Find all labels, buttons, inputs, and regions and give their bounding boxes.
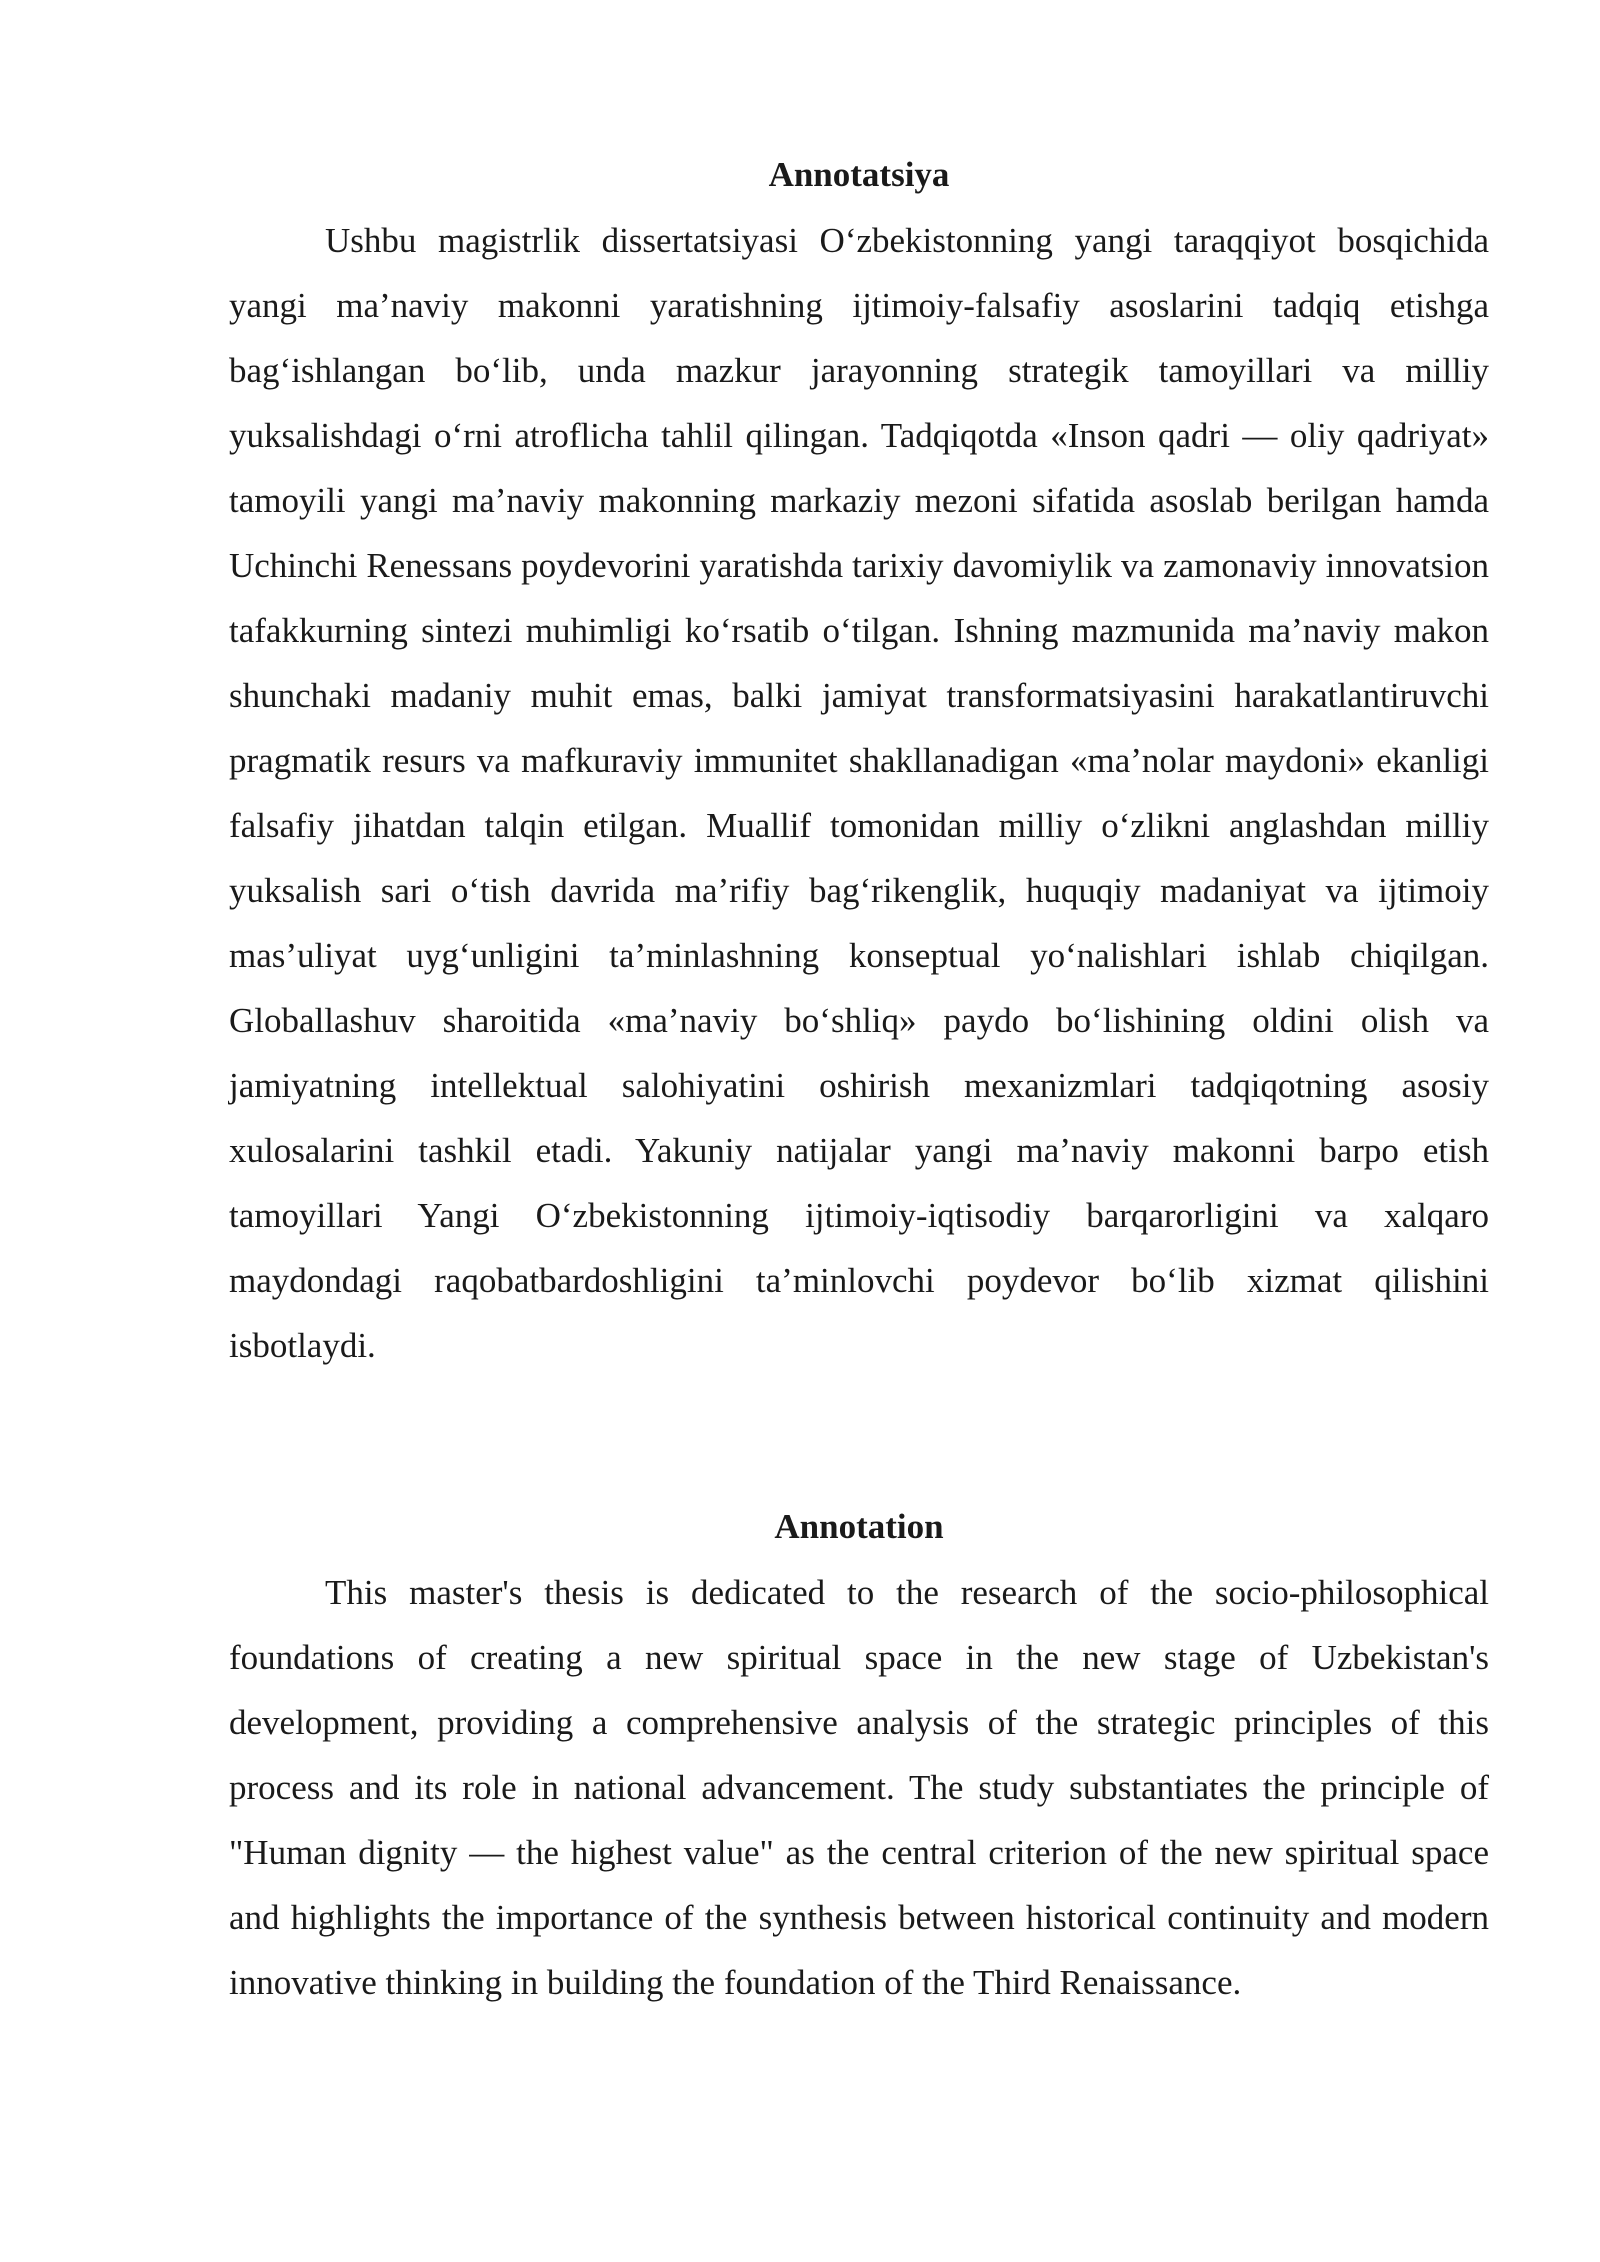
annotation-paragraph: This master's thesis is dedicated to the research of the socio-philosophical foundations of creating a new spiritual space in the new stage of Uzbekistan's development, providing a comprehensive analysis of the strategic principles of this process and its role in national advancement. The study substantiates the principle of "Human dignity — the highest value" as the central criterion of the new spiritual space and highlights the importance of the synthesis between historical continuity and modern innovative thinking in building the foundation of the Third Renaissance. (229, 1573, 1489, 2002)
annotatsiya-section (229, 150, 1489, 1378)
annotation-heading: Annotation (774, 1507, 944, 1546)
annotation-section (229, 1502, 1489, 2015)
annotatsiya-paragraph: Ushbu magistrlik dissertatsiyasi O‘zbekistonning yangi taraqqiyot bosqichida yangi ma’naviy makonni yaratishning ijtimoiy-falsafiy asoslarini tadqiq etishga bag‘ishlangan bo‘lib, unda mazkur jarayonning strategik tamoyillari va milliy yuksalishdagi o‘rni atroflicha tahlil qilingan. Tadqiqotda «Inson qadri — oliy qadriyat» tamoyili yangi ma’naviy makonning markaziy mezoni sifatida asoslab berilgan hamda Uchinchi Renessans poydevorini yaratishda tarixiy davomiylik va zamonaviy innovatsion tafakkurning sintezi muhimligi ko‘rsatib o‘tilgan. Ishning mazmunida ma’naviy makon shunchaki madaniy muhit emas, balki jamiyat transformatsiyasini harakatlantiruvchi pragmatik resurs va mafkuraviy immunitet shakllanadigan «ma’nolar maydoni» ekanligi falsafiy jihatdan talqin etilgan. Muallif tomonidan milliy o‘zlikni anglashdan milliy yuksalish sari o‘tish davrida ma’rifiy bag‘rikenglik, huquqiy madaniyat va ijtimoiy mas’uliyat uyg‘unligini ta’minlashning konseptual yo‘nalishlari ishlab chiqilgan. Globallashuv sharoitida «ma’naviy bo‘shliq» paydo bo‘lishining oldini olish va jamiyatning intellektual salohiyatini oshirish mexanizmlari tadqiqotning asosiy xulosalarini tashkil etadi. Yakuniy natijalar yangi ma’naviy makonni barpo etish tamoyillari Yangi O‘zbekistonning ijtimoiy-iqtisodiy barqarorligini va xalqaro maydondagi raqobatbardoshligini ta’minlovchi poydevor bo‘lib xizmat qilishini isbotlaydi. (229, 221, 1489, 1365)
annotatsiya-heading: Annotatsiya (768, 155, 950, 194)
